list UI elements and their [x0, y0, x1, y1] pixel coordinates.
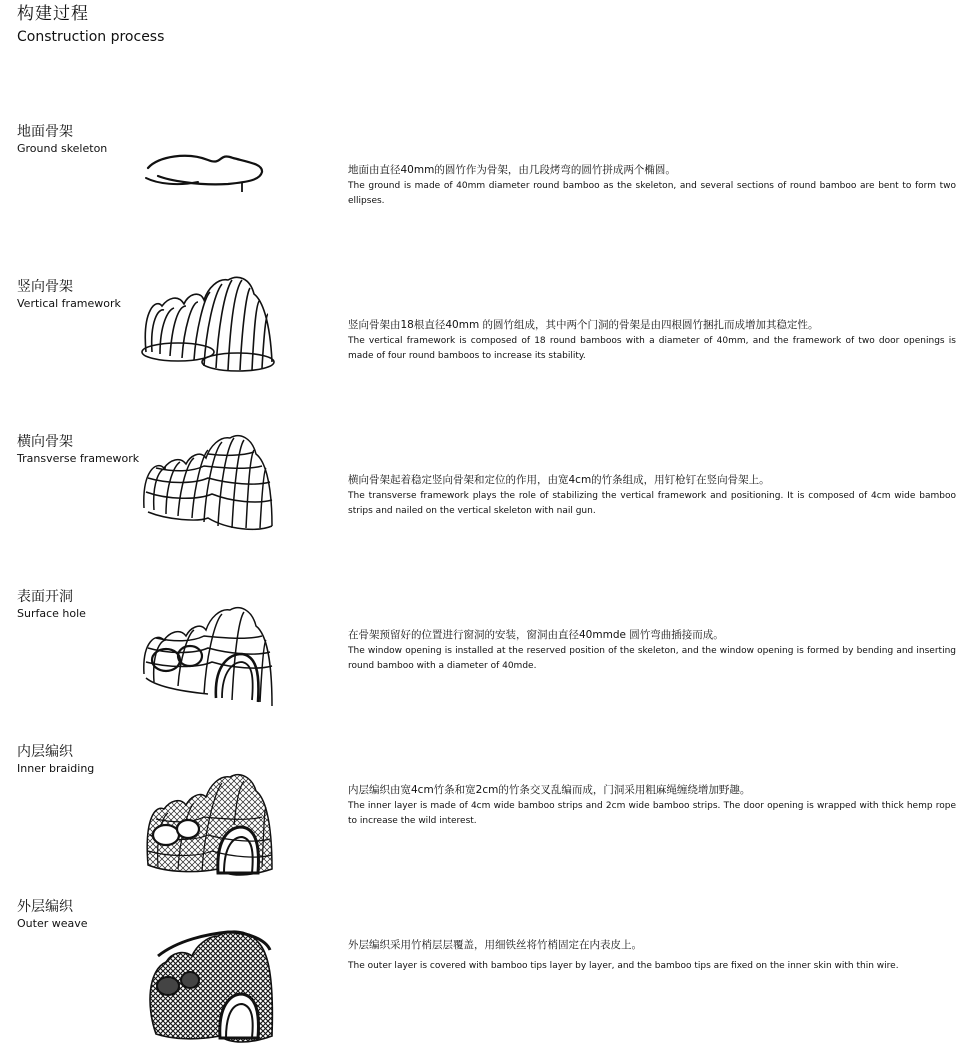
desc-en: The ground is made of 40mm diameter round bamboo as the skeleton, and several sections of round bamboo are bent to form two ellipses. — [348, 181, 956, 206]
step-title-zh: 横向骨架 — [17, 434, 73, 450]
step-description — [348, 318, 956, 364]
step-title-zh: 内层编织 — [17, 744, 73, 760]
step-title-zh: 竖向骨架 — [17, 279, 73, 295]
step-title-zh: 地面骨架 — [17, 124, 73, 140]
step-title-en: Ground skeleton — [17, 142, 108, 155]
desc-zh: 外层编织采用竹梢层层覆盖，用细铁丝将竹梢固定在内表皮上。 — [348, 939, 642, 951]
desc-en: The window opening is installed at the reserved position of the skeleton, and the window opening is formed by bending and inserting round bamboo with a diameter of 40mde. — [348, 646, 956, 671]
desc-zh: 横向骨架起着稳定竖向骨架和定位的作用，由宽4cm的竹条组成，用钉枪钉在竖向骨架上。 — [348, 474, 770, 486]
step-description — [348, 628, 956, 674]
step-title-en: Outer weave — [17, 917, 88, 930]
desc-en: The outer layer is covered with bamboo tips layer by layer, and the bamboo tips are fixed on the inner skin with thin wire. — [348, 961, 899, 971]
desc-zh: 内层编织由宽4cm竹条和宽2cm的竹条交叉乱编而成，门洞采用粗麻绳缠绕增加野趣。 — [348, 784, 751, 796]
transverse-framework-figure — [138, 428, 278, 568]
step-description — [348, 473, 956, 519]
desc-zh: 地面由直径40mm的圆竹作为骨架，由几段烤弯的圆竹拼成两个椭圆。 — [348, 164, 676, 176]
step-title-zh: 外层编织 — [17, 899, 73, 915]
step-title-zh: 表面开洞 — [17, 589, 73, 605]
step-description — [348, 163, 956, 209]
step-outer-weave — [0, 898, 960, 1053]
vertical-framework-figure — [138, 270, 278, 410]
step-vertical-framework — [0, 278, 960, 433]
step-title-en: Transverse framework — [17, 452, 140, 465]
desc-en: The transverse framework plays the role of stabilizing the vertical framework and positioning. It is composed of 4cm wide bamboo strips and nailed on the vertical skeleton with nail gun. — [348, 491, 956, 516]
surface-hole-figure — [138, 602, 278, 742]
step-inner-braiding — [0, 743, 960, 898]
step-ground-skeleton — [0, 123, 960, 278]
inner-braiding-figure — [138, 757, 278, 897]
step-title-en: Vertical framework — [17, 297, 121, 310]
step-description — [348, 938, 956, 974]
step-surface-hole — [0, 588, 960, 743]
outer-weave-figure — [138, 926, 278, 1051]
step-title-en: Surface hole — [17, 607, 86, 620]
page-title-zh: 构建过程 — [17, 4, 89, 24]
desc-zh: 竖向骨架由18根直径40mm 的圆竹组成，其中两个门洞的骨架是由四根圆竹捆扎而成增加其稳定性。 — [348, 319, 819, 331]
step-title-en: Inner braiding — [17, 762, 95, 775]
page-title-en: Construction process — [17, 29, 165, 45]
desc-zh: 在骨架预留好的位置进行窗洞的安装，窗洞由直径40mmde 圆竹弯曲插接而成。 — [348, 629, 724, 641]
step-description — [348, 783, 956, 829]
ground-skeleton-figure — [138, 148, 278, 288]
desc-en: The inner layer is made of 4cm wide bamboo strips and 2cm wide bamboo strips. The door opening is wrapped with thick hemp rope to increase the wild interest. — [348, 801, 956, 826]
desc-en: The vertical framework is composed of 18 round bamboos with a diameter of 40mm, and the framework of two door openings is made of four round bamboos to increase its stability. — [348, 336, 956, 361]
step-transverse-framework — [0, 433, 960, 588]
